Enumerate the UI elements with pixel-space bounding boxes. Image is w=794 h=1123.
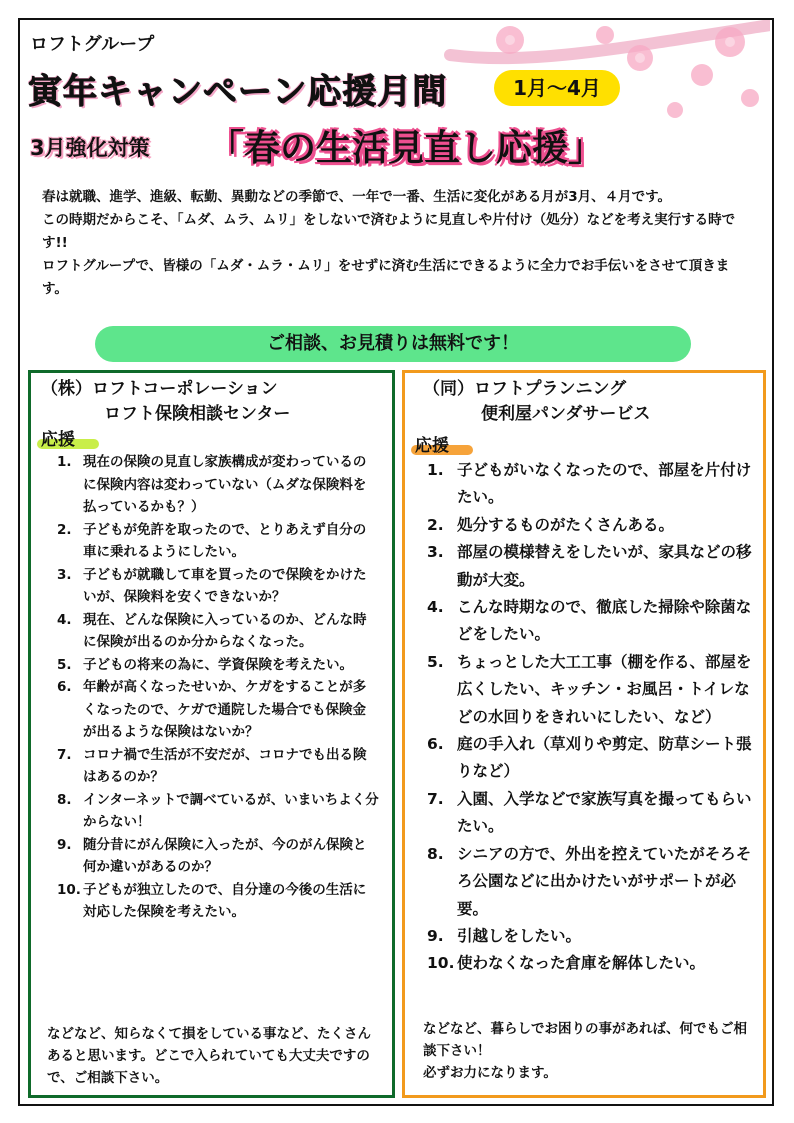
item-text: ちょっとした大工工事（棚を作る、部屋を広くしたい、キッチン・お風呂・トイレなどの水回りをきれいにしたい、など） <box>457 652 752 726</box>
list-item <box>427 512 757 539</box>
list-item <box>57 879 379 924</box>
item-text: 子どもの将来の為に、学資保険を考えたい。 <box>83 656 353 673</box>
item-number: 10. <box>57 881 81 898</box>
list-item <box>427 841 757 923</box>
item-text: 現在、どんな保険に入っているのか、どんな時に保険が出るのか分からなくなった。 <box>83 611 367 650</box>
item-text: 子どもがいなくなったので、部屋を片付けたい。 <box>457 461 752 507</box>
period-badge: 1月～4月 <box>494 70 620 106</box>
item-number: 4. <box>57 611 72 628</box>
item-text: 現在の保険の見直し家族構成が変わっているのに保険内容は変わっていない（ムダな保険料を払っているかも？） <box>83 454 367 515</box>
intro-paragraph: この時期だからこそ、「ムダ、ムラ、ムリ」をしないで済むように見直しや片付け（処分）などを考え実行する時です!! <box>42 212 736 251</box>
campaign-title: 寅年キャンペーン応援月間 <box>28 72 448 112</box>
list-item <box>427 539 757 594</box>
spring-review-title: 「春の生活見直し応援」 <box>208 128 605 169</box>
item-number: 3. <box>57 566 72 583</box>
list-item <box>57 451 379 519</box>
list-item <box>57 676 379 744</box>
item-number: 7. <box>427 789 444 808</box>
item-text: コロナ禍で生活が不安だが、コロナでも出る険はあるのか？ <box>83 746 367 785</box>
item-number: 2. <box>427 515 444 534</box>
item-number: 8. <box>427 844 444 863</box>
item-number: 4. <box>427 598 444 617</box>
list-item <box>57 654 379 677</box>
right-support-label: 応援 <box>415 431 449 456</box>
service-list <box>427 457 757 978</box>
item-number: 7. <box>57 746 72 763</box>
item-text: 処分するものがたくさんある。 <box>457 515 675 534</box>
item-text: 庭の手入れ（草刈りや剪定、防草シート張りなど） <box>457 735 752 781</box>
intro-text <box>42 186 754 301</box>
list-item <box>427 731 757 786</box>
list-item <box>427 950 757 977</box>
item-number: 1. <box>57 454 72 470</box>
list-item <box>427 594 757 649</box>
left-closing-text: などなど、知らなくて損をしている事など、たくさんあると思います。どこで入られていても大丈夫ですので、ご相談下さい。 <box>47 1026 371 1086</box>
list-item <box>57 519 379 564</box>
right-closing-line1: などなど、暮らしでお困りの事があれば、何でもご相談下さい！ <box>423 1021 747 1059</box>
item-text: 入園、入学などで家族写真を撮ってもらいたい。 <box>457 789 752 836</box>
right-closing-line2: 必ずお力になります。 <box>423 1065 557 1081</box>
insurance-list <box>57 451 379 924</box>
left-heading-line2: ロフト保険相談センター <box>104 404 291 424</box>
intro-paragraph: 春は就職、進学、進級、転勤、異動などの季節で、一年で一番、生活に変化がある月が3月、４月です。 <box>42 189 672 205</box>
item-text: 子どもが免許を取ったので、とりあえず自分の車に乗れるようにしたい。 <box>83 521 367 560</box>
item-number: 6. <box>57 679 72 695</box>
item-number: 9. <box>57 836 72 853</box>
right-closing-text <box>423 1018 753 1084</box>
item-text: 子どもが就職して車を買ったので保険をかけたいが、保険料を安くできないか？ <box>83 566 367 605</box>
item-text: 引越しをしたい。 <box>457 926 582 945</box>
item-text: インターネットで調べているが、いまいちよく分からない！ <box>83 791 379 830</box>
item-number: 8. <box>57 791 72 808</box>
item-number: 5. <box>427 652 444 671</box>
item-text: 子どもが独立したので、自分達の今後の生活に対応した保険を考えたい。 <box>83 881 367 920</box>
item-number: 3. <box>427 543 444 562</box>
item-text: シニアの方で、外出を控えていたがそろそろ公園などに出かけたいがサポートが必要。 <box>457 844 752 918</box>
right-heading-line1: （同）ロフトプランニング <box>423 379 627 399</box>
march-focus-label: 3月強化対策 <box>30 136 150 160</box>
left-heading-line1: （株）ロフトコーポレーション <box>41 379 278 399</box>
item-text: 年齢が高くなったせいか、ケガをすることが多くなったので、ケガで通院した場合でも保険金が出るような保険はないか？ <box>83 679 367 740</box>
left-support-label: 応援 <box>41 425 75 450</box>
list-item <box>427 457 757 512</box>
right-heading-line2: 便利屋パンダサービス <box>481 404 651 424</box>
intro-paragraph: ロフトグループで、皆様の「ムダ・ムラ・ムリ」をせずに済む生活にできるように全力でお手伝いをさせて頂きます。 <box>42 258 730 297</box>
list-item <box>57 609 379 654</box>
list-item <box>427 786 757 841</box>
item-text: 部屋の模様替えをしたいが、家具などの移動が大変。 <box>457 543 752 589</box>
insurance-center-box <box>28 370 395 1098</box>
free-consultation-banner: ご相談、お見積りは無料です！ <box>95 326 691 362</box>
item-number: 2. <box>57 521 72 538</box>
panda-service-box <box>402 370 766 1098</box>
item-text: 随分昔にがん保険に入ったが、今のがん保険と何か違いがあるのか？ <box>83 836 367 875</box>
list-item <box>57 564 379 609</box>
item-number: 1. <box>427 461 444 479</box>
item-number: 5. <box>57 656 72 673</box>
list-item <box>427 649 757 731</box>
item-number: 10. <box>427 954 455 973</box>
list-item <box>427 923 757 950</box>
item-number: 9. <box>427 926 444 945</box>
item-number: 6. <box>427 735 444 754</box>
group-name: ロフトグループ <box>30 34 155 55</box>
list-item <box>57 744 379 789</box>
item-text: こんな時期なので、徹底した掃除や除菌などをしたい。 <box>457 598 752 644</box>
item-text: 使わなくなった倉庫を解体したい。 <box>457 954 706 973</box>
list-item <box>57 789 379 834</box>
list-item <box>57 834 379 879</box>
